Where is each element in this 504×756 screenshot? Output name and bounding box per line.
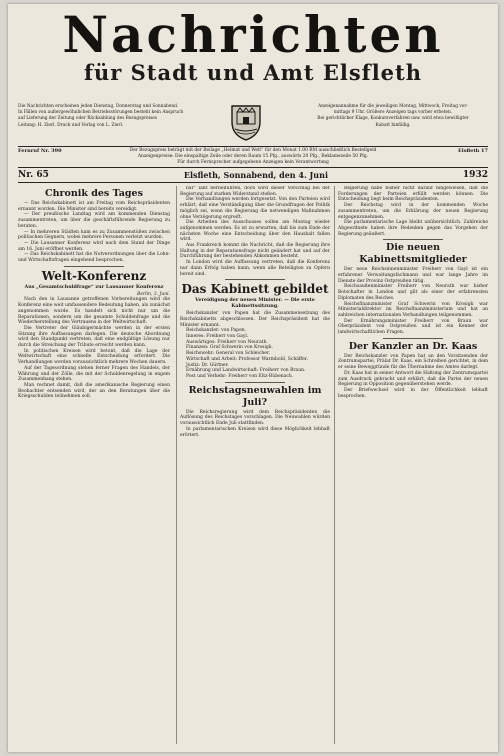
column-right xyxy=(338,186,488,746)
advertising-note xyxy=(298,104,488,129)
advertising-note-line: Rabatt hinfällig. xyxy=(375,122,411,128)
article-paragraph: Nach den in Lausanne getroffenen Vorbereitungen wird die Konferenz eine weit umfassendere Bedeutung haben, als zunächst angenommen wurde. Es handelt sich nicht nur um die Reparationen, sondern um die gesamte Schuldenfrage und die Wiederherstellung des Vertrauens in der Weltwirtschaft. xyxy=(18,297,170,326)
publication-note-line: Die Nachrichten erscheinen jeden Dienstag, Donnerstag und Sonnabend. xyxy=(18,104,179,109)
cabinet-member: Post und Verkehr: Freiherr von Eltz-Rübenach. xyxy=(186,373,294,379)
publication-note xyxy=(18,104,208,129)
column-left xyxy=(18,186,170,746)
price-info xyxy=(62,148,444,166)
phone-number: Fernruf Nr. 390 xyxy=(18,148,62,154)
article-paragraph: Reichsaußenminister Freiherr von Neurath war bisher Botschafter in London und gilt als einer der erfahrensten Diplomaten des Reiches. xyxy=(338,284,488,301)
article-paragraph: Man rechnet damit, daß die amerikanische Regierung einen Beobachter entsenden wird, der an den Beratungen über die Kriegsschulden teilnehmen soll. xyxy=(18,382,170,400)
article-heading-kabinettsmitglieder: Die neuen Kabinettsmitglieder xyxy=(359,242,467,266)
issue-number: Nr. 65 xyxy=(18,170,49,180)
article-separator xyxy=(64,266,125,267)
publication-note-line: Leitung: H. Zierl. Druck und Verlag von L. Zierl. xyxy=(18,122,124,128)
cabinet-member: Justiz: Dr. Gürtner. xyxy=(186,362,229,368)
advertising-note-line: mittags 9 Uhr. Größere Anzeigen tags vorher erbeten. xyxy=(333,110,453,116)
article-heading-chronik: Chronik des Tages xyxy=(45,188,143,199)
article-paragraph: — Die Lausanner Konferenz wird nach dem Stand der Dinge am 16. Juni eröffnet werden. xyxy=(18,240,170,252)
column-rule xyxy=(334,186,335,744)
article-separator xyxy=(383,239,443,240)
article-paragraph: Reichskanzler von Papen hat die Zusammensetzung des Reichskabinetts abgeschlossen. Der Reichspräsident hat die Minister ernannt. xyxy=(180,311,330,328)
price-info-bar xyxy=(18,146,488,166)
price-info-line: Der Bezugspreis beträgt mit der Beilage „Heimat und Welt“ für den Monat 1.00 RM ausschließlich Bestellgeld xyxy=(129,148,377,153)
article-paragraph: — Das Reichskabinett hat die Notverordnungen über die Lohn- und Wirtschaftsfragen eingehend besprochen. xyxy=(18,252,170,264)
price-info-line: Für durch Fernsprecher aufgegebene Anzeigen kein Verantwortung xyxy=(177,160,329,165)
date-bar xyxy=(18,167,488,183)
advertising-note-line: Bei gerichtlicher Klage, Konkursverfahren usw. wird etwa bewilligter xyxy=(317,116,469,122)
article-paragraph: — In mehreren Städten kam es zu Zusammenstößen zwischen politischen Gegnern, wobei mehrere Personen verletzt wurden. xyxy=(18,229,170,241)
article-paragraph: Die Reichsregierung wird dem Reichspräsidenten die Auflösung des Reichstages vorschlagen. Die Neuwahlen würden voraussichtlich Ende Juli stattfinden. xyxy=(180,409,330,427)
article-paragraph: Der Reichskanzler von Papen hat an den Vorsitzenden der Zentrumspartei, Prälat Dr. Kaas, ein Schreiben gerichtet, in dem er seine Beweggründe für die Übernahme des Amtes darlegt. xyxy=(338,353,488,371)
article-heading-kaas: Der Kanzler an Dr. Kaas xyxy=(348,340,478,352)
article-paragraph: Der neue Reichsinnenminister Freiherr von Gayl ist ein erfahrener Verwaltungsfachmann und war lange Jahre im Dienste der Provinz Ostpreußen tätig. xyxy=(338,267,488,284)
article-heading-neuwahlen: Reichstagsneuwahlen im Juli? xyxy=(188,384,322,408)
article-paragraph: In London wird die Auffassung vertreten, daß die Konferenz nur dann Erfolg haben kann, wenn alle Beteiligten zu Opfern bereit sind. xyxy=(180,260,330,277)
article-paragraph: Die Arbeiten des Ausschusses sollen am Montag wieder aufgenommen werden. Es ist zu erwarten, daß bis zum Ende der nächsten Woche eine Entscheidung über den Haushalt fallen wird. xyxy=(180,220,330,243)
article-dateline: Berlin, 3. Juni. xyxy=(137,291,170,297)
article-paragraph: Die Vertreter der Gläubigermächte werden in der ersten Sitzung ihre Auffassungen darlegen. Die deutsche Abordnung wird den Standpunkt vertreten, daß eine endgültige Lösung nur durch die Streichung der Tribute erreicht werden kann. xyxy=(18,325,170,349)
publication-note-line: In Fällen von außergewöhnlichen Betriebsstörungen besteht kein Anspruch xyxy=(18,110,184,116)
issue-date: Elsfleth, Sonnabend, den 4. Juni xyxy=(183,170,328,180)
article-paragraph: — Das Reichskabinett ist am Freitag vom Reichspräsidenten ernannt worden. Die Minister sind bereits vereidigt. xyxy=(18,201,170,212)
cabinet-member: Reichskanzler: von Papen. xyxy=(186,328,247,334)
column-rule xyxy=(176,186,177,744)
article-paragraph: Auf der Tagesordnung stehen ferner Fragen des Handels, der Währung und der Zölle, die mit der Schuldenregelung in engem Zusammenhang stehen. xyxy=(18,365,170,383)
article-paragraph: Reichsfinanzminister Graf Schwerin von Krosigk war Ministerialdirektor im Reichsfinanzministerium und hat an zahlreichen internationalen Verhandlungen teilgenommen. xyxy=(338,301,488,318)
article-paragraph: Die parlamentarische Lage bleibt unübersichtlich. Zahlreiche Abgeordnete haben ihre Bedenken gegen das Vorgehen der Regierung geäußert. xyxy=(338,220,488,237)
cabinet-member: Auswärtiges: Freiherr von Neurath. xyxy=(186,339,268,345)
article-paragraph: Der Reichstag wird in der kommenden Woche zusammentreten, um die Erklärung der neuen Regierung entgegenzunehmen. xyxy=(338,203,488,220)
cabinet-member: Inneres: Freiherr von Gayl. xyxy=(186,334,249,340)
coat-of-arms-icon xyxy=(229,102,263,142)
cabinet-member: Ernährung und Landwirtschaft: Freiherr von Braun. xyxy=(186,368,306,374)
advertising-note-line: Anzeigenannahme für die jeweiligen Montag, Mittwoch, Freitag vor- xyxy=(318,104,468,109)
article-heading-weltkonferenz: Welt-Konferenz xyxy=(41,268,147,283)
article-paragraph: Die Verhandlungen werden fortgesetzt. Von den Parteien wird erklärt, daß eine Verständigung über die Grundfragen der Politik möglich sei, wenn die Regierung die notwendigen Maßnahmen ohne Verzögerung ergreift. xyxy=(180,197,330,220)
office-number: Elsfleth 17 xyxy=(458,148,488,154)
publication-note-line: auf Lieferung der Zeitung oder Rückzahlung des Bezugspreises xyxy=(18,116,158,122)
article-paragraph: In parlamentarischen Kreisen wird diese Möglichkeit lebhaft erörtert. xyxy=(180,426,330,438)
issue-year: 1932 xyxy=(462,170,488,180)
cabinet-member: Reichswehr: General von Schleicher. xyxy=(186,351,271,357)
newspaper-title: Nachrichten xyxy=(62,5,444,64)
price-info-line: Anzeigenpreise: Die einspaltige Zeile oder deren Raum 15 Pfg., auswärts 20 Pfg., Reklamezeile 50 Pfg. xyxy=(137,154,369,159)
article-heading-kabinett: Das Kabinett gebildet xyxy=(181,282,329,297)
article-paragraph: Der Briefwechsel wird in der Öffentlichkeit lebhaft besprochen. xyxy=(338,387,488,399)
article-paragraph: Der Ernährungsminister Freiherr von Braun war Oberpräsident von Ostpreußen und ist ein Kenner der landwirtschaftlichen Fragen. xyxy=(338,318,488,336)
newspaper-subtitle: für Stadt und Amt Elsfleth xyxy=(83,60,423,85)
article-paragraph: — Der preußische Landtag wird am kommenden Dienstag zusammentreten, um über die geschäftsführende Regierung zu beraten. xyxy=(18,212,170,229)
article-separator xyxy=(225,382,285,383)
article-separator xyxy=(225,279,285,280)
article-paragraph: In politischen Kreisen wird betont, daß die Lage der Weltwirtschaft eine schnelle Entscheidung erfordert. Die Verhandlungen werden voraussichtlich mehrere Wochen dauern. xyxy=(18,348,170,366)
article-subheading: Vereidigung der neuen Minister. — Die erste Kabinettssitzung. xyxy=(195,297,315,310)
column-middle xyxy=(180,186,330,746)
article-subheading: Aus „Gesamtschuldfrage“ zur Lausanner Konferenz xyxy=(24,283,164,290)
article-paragraph: Regierung habe bisher nicht darauf hingewiesen, daß die Forderungen der Parteien erfüllt werden können. Die Entscheidung liegt beim Reichspräsidenten. xyxy=(338,186,488,203)
article-paragraph: Dr. Kaas hat in seiner Antwort die Haltung der Zentrumspartei zum Ausdruck gebracht und erklärt, daß die Partei der neuen Regierung in Opposition gegenüberstehen werde. xyxy=(338,370,488,388)
newspaper-page xyxy=(8,4,498,752)
cabinet-member: Wirtschaft und Arbeit: Professor Warmbold, Schäffer. xyxy=(186,356,308,362)
cabinet-member: Finanzen: Graf Schwerin von Krosigk. xyxy=(186,345,273,351)
article-paragraph: Aus Frankreich kommt die Nachricht, daß die Regierung ihre Haltung in der Reparationsfrage nicht geändert hat und auf der Durchführung der bestehenden Abkommen besteht. xyxy=(180,243,330,260)
article-separator xyxy=(383,338,443,339)
article-paragraph: bar“ läßt herbeiführen, doch wird dieser Vorschlag bei der Regierung auf starken Widerstand stoßen. xyxy=(180,186,330,197)
masthead xyxy=(8,4,498,104)
